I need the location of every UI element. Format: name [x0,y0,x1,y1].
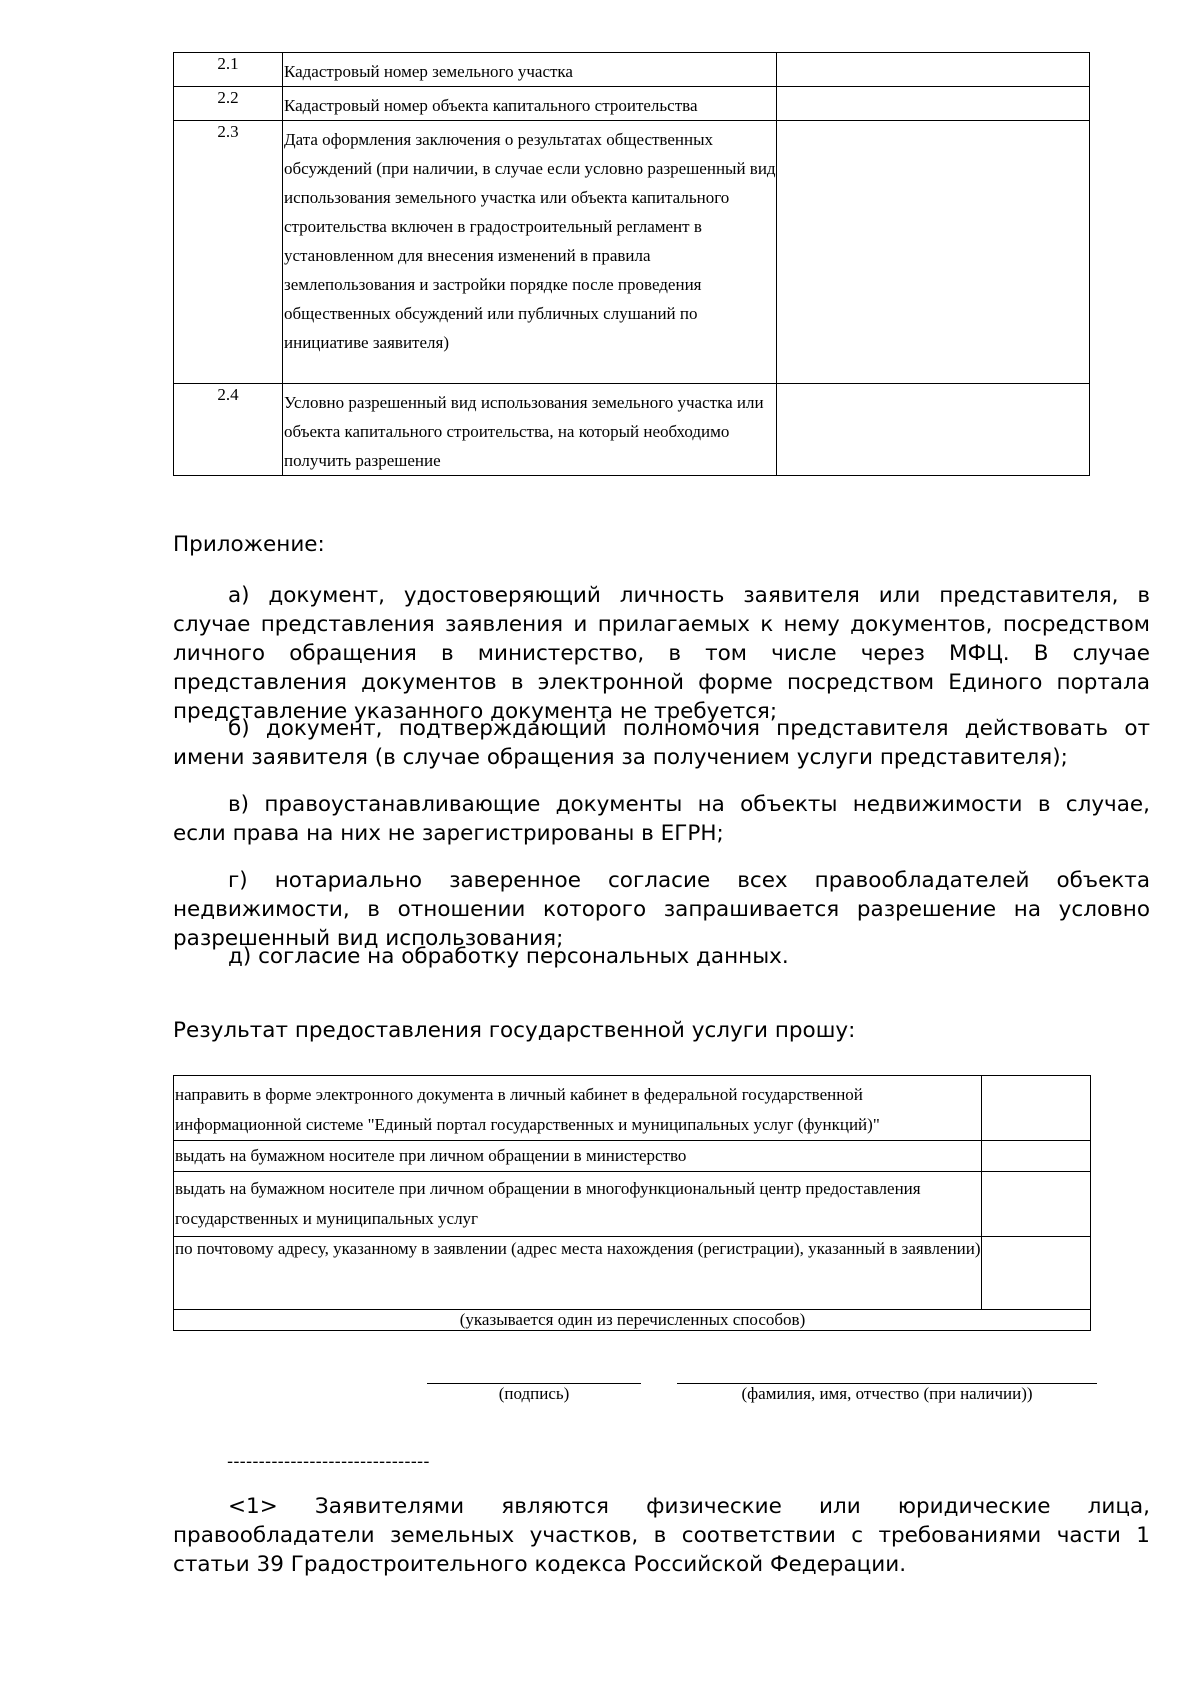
table-row [174,1141,1091,1172]
result-option-checkbox[interactable] [982,1172,1091,1237]
row-description-text: Условно разрешенный вид использования земельного участка или объекта капитального строительства, на который необходимо получить разрешение [284,393,764,470]
full-name-caption: (фамилия, имя, отчество (при наличии)) [741,1384,1033,1403]
row-description [283,53,777,87]
result-method-table [173,1075,1091,1331]
table-row [174,384,1090,476]
row-value-field[interactable] [777,87,1090,121]
result-option-label: по почтовому адресу, указанному в заявлении (адрес места нахождения (регистрации), указанный в заявлении) [174,1237,982,1310]
row-description [283,384,777,476]
row-description [283,87,777,121]
table-row [174,1310,1091,1331]
result-heading: Результат предоставления государственной услуги прошу: [173,1018,856,1043]
cadastral-info-table [173,52,1090,476]
appendix-item-a: а) документ, удостоверяющий личность заявителя или представителя, в случае представления заявления и прилагаемых к нему документов, посредством личного обращения в министерство, в том числе через МФЦ. В случае представления документов в электронной форме посредством Единого портала представление указанного документа не требуется; [173,583,1150,724]
row-number: 2.4 [174,384,283,476]
appendix-item-c: в) правоустанавливающие документы на объекты недвижимости в случае, если права на них не зарегистрированы в ЕГРН; [173,792,1150,846]
table-row [174,87,1090,121]
row-description-text: Кадастровый номер земельного участка [284,62,573,81]
row-value-field[interactable] [777,53,1090,87]
table-row [174,1172,1091,1237]
result-option-checkbox[interactable] [982,1141,1091,1172]
table-row [174,1237,1091,1310]
result-option-label: направить в форме электронного документа в личный кабинет в федеральной государственной информационной системе "Единый портал государственных и муниципальных услуг (функций)" [174,1076,982,1141]
row-description-text: Дата оформления заключения о результатах общественных обсуждений (при наличии, в случае если условно разрешенный вид использования земельного участка или объекта капитального строительства включен в градостроительный регламент в установленном для внесения изменений в правила землепользования и застройки порядке после проведения общественных обсуждений или публичных слушаний по инициативе заявителя) [284,130,776,352]
footnote-text: <1> Заявителями являются физические или юридические лица, правообладатели земельных участков, в соответствии с требованиями части 1 статьи 39 Градостроительного кодекса Российской Федерации. [173,1494,1150,1577]
result-option-checkbox[interactable] [982,1237,1091,1310]
row-number: 2.1 [174,53,283,87]
table-row [174,53,1090,87]
footnote-separator: -------------------------------- [227,1452,430,1472]
row-description [283,121,777,384]
result-option-checkbox[interactable] [982,1076,1091,1141]
row-value-field[interactable] [777,121,1090,384]
appendix-item-d: г) нотариально заверенное согласие всех правообладателей объекта недвижимости, в отношении которого запрашивается разрешение на условно разрешенный вид использования; [173,868,1150,951]
table-row [174,1076,1091,1141]
result-note: (указывается один из перечисленных способов) [174,1310,1091,1331]
row-number: 2.2 [174,87,283,121]
appendix-item-b: б) документ, подтверждающий полномочия представителя действовать от имени заявителя (в случае обращения за получением услуги представителя); [173,716,1150,770]
appendix-heading: Приложение: [173,532,325,557]
signature-caption: (подпись) [498,1384,570,1403]
table-row [174,121,1090,384]
result-option-label: выдать на бумажном носителе при личном обращении в многофункциональный центр предоставления государственных и муниципальных услуг [174,1172,982,1237]
row-description-text: Кадастровый номер объекта капитального строительства [284,96,698,115]
appendix-item-e: д) согласие на обработку персональных данных. [228,944,789,969]
row-value-field[interactable] [777,384,1090,476]
row-number: 2.3 [174,121,283,384]
result-option-label: выдать на бумажном носителе при личном обращении в министерство [174,1141,982,1172]
